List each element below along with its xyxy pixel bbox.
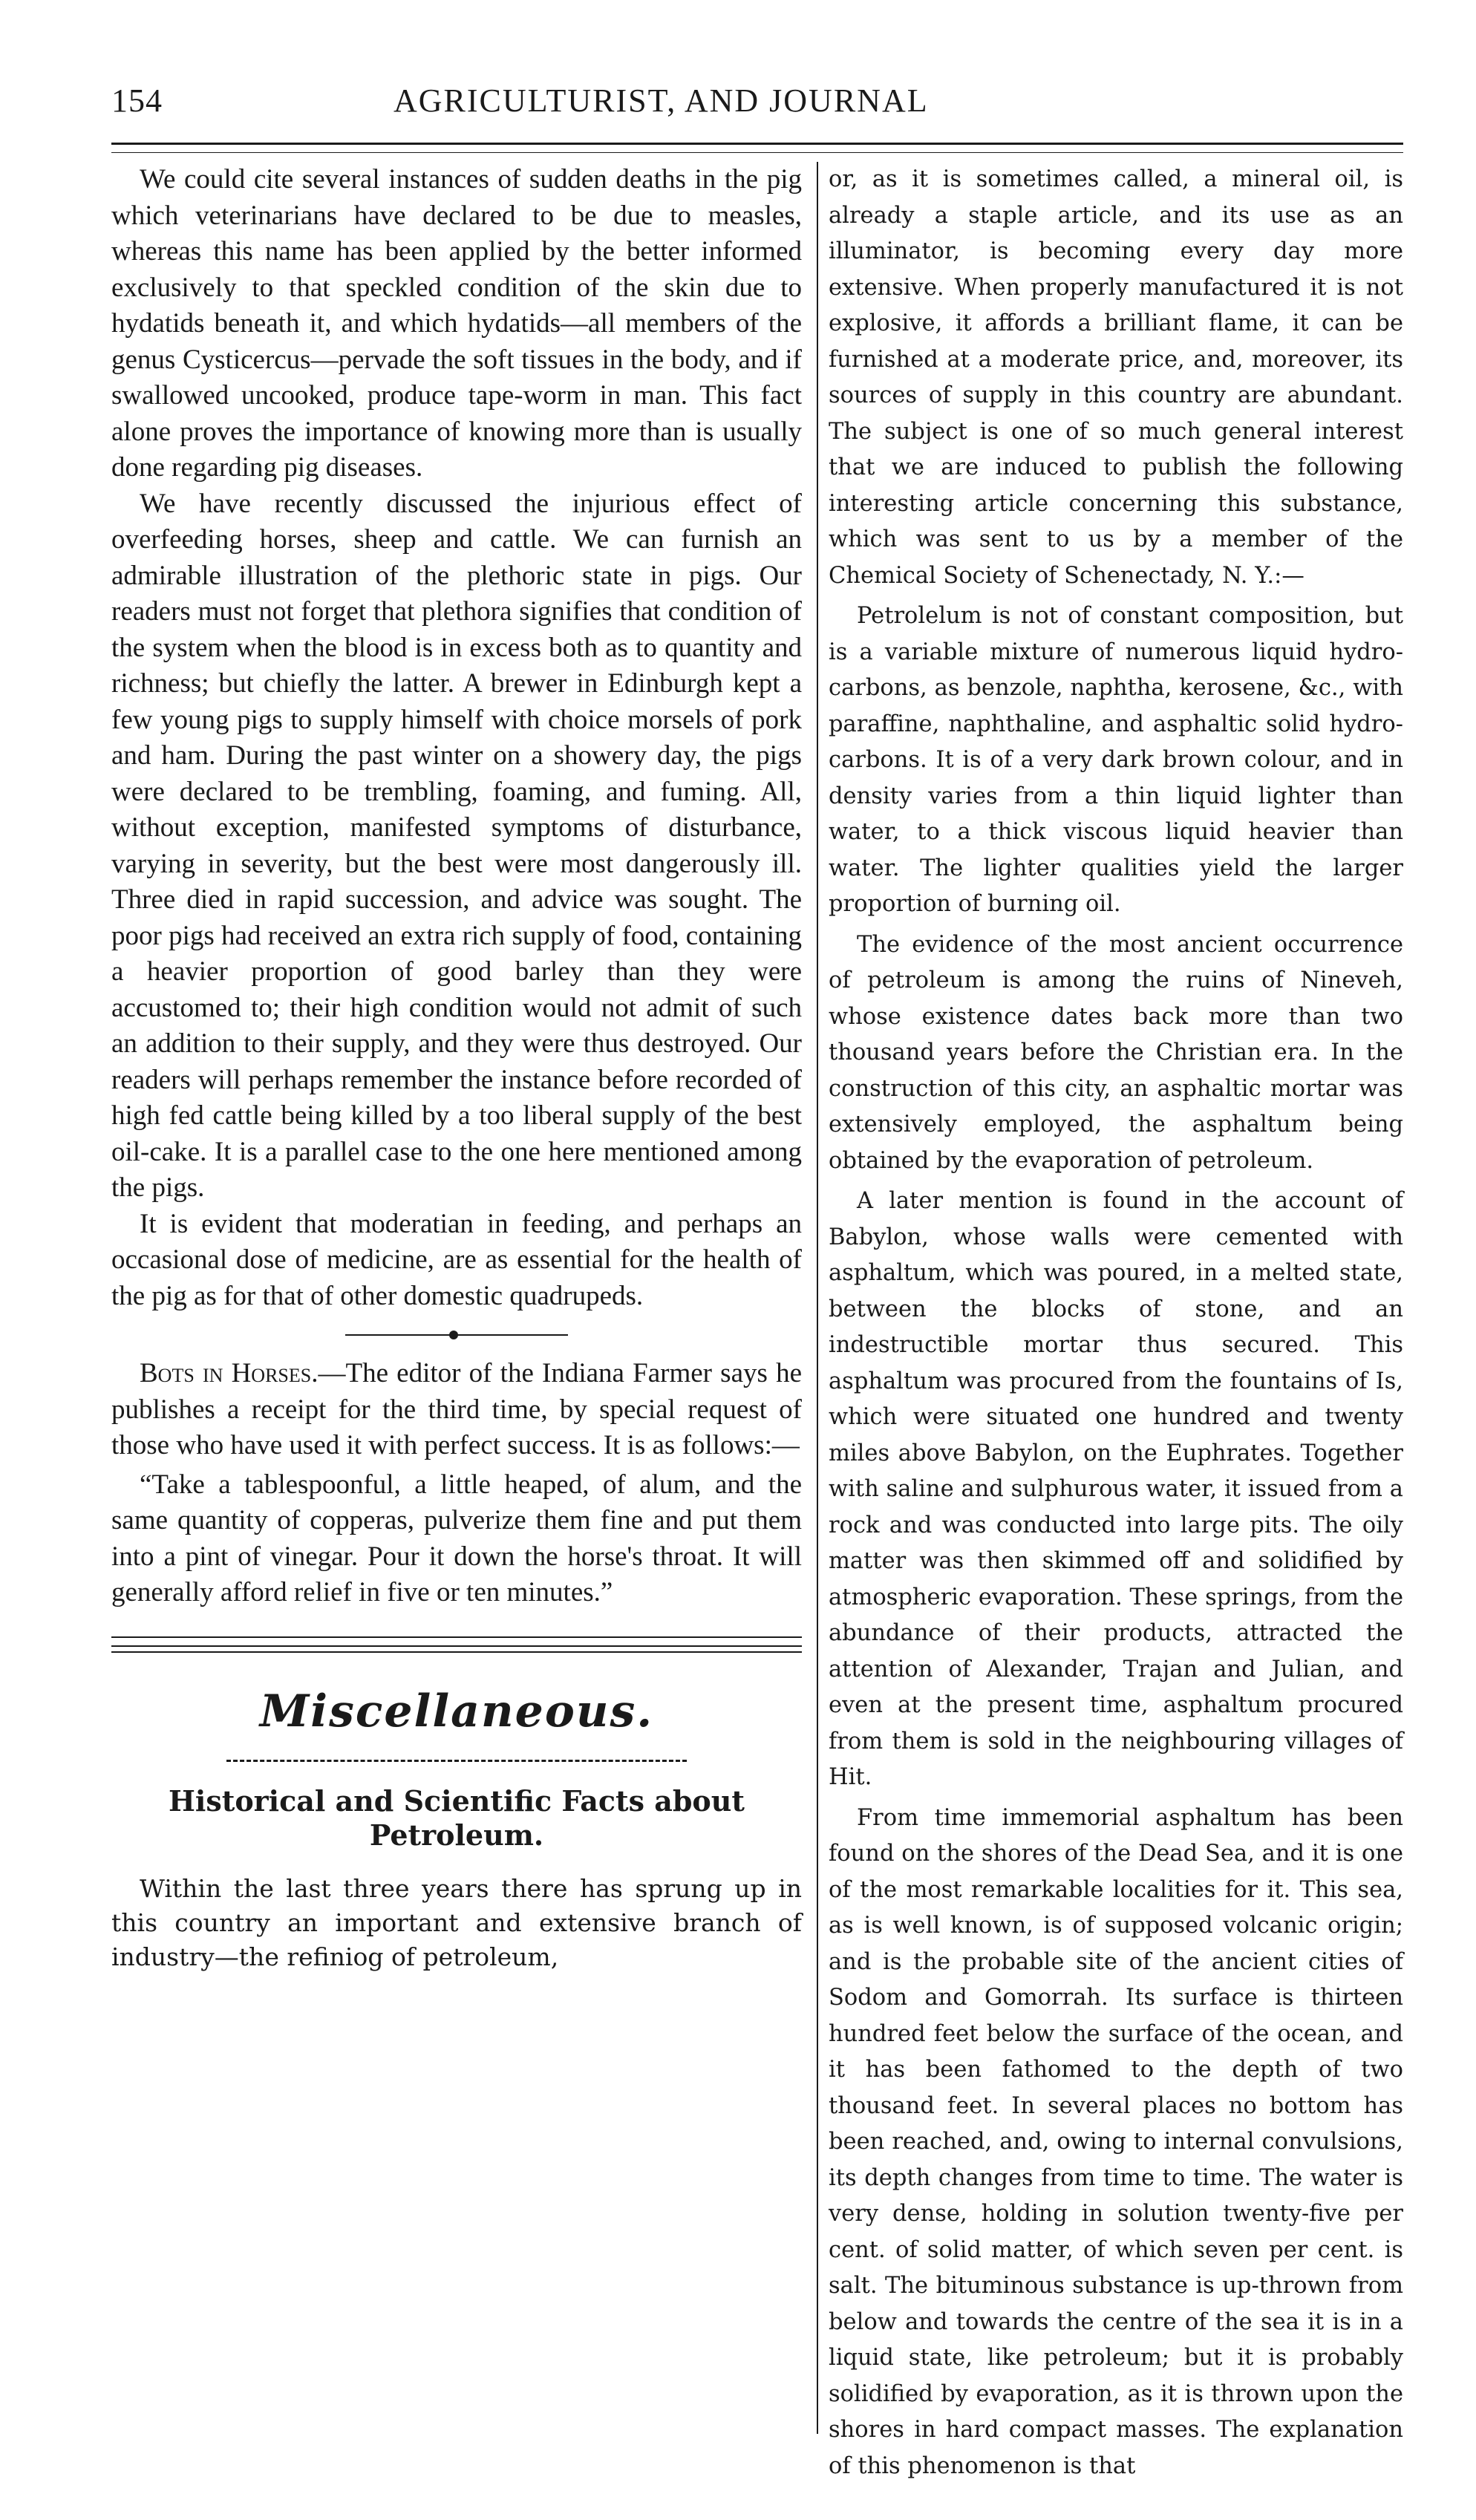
paragraph-composition: Petrolelum is not of constant composition, but is a variable mixture of numerous liquid hydro-carbons, as benzole, naphtha, kerosene, &c., with paraffine, naphthaline, and asphaltic solid hydro-carbons. It is of a very dark brown colour, and in density varies from a thin liquid lighter than water, to a thick viscous liquid heavier than water. The lighter qualities yield the larger proportion of burning oil. [829, 603, 1403, 917]
paragraph-bots [111, 1356, 802, 1464]
page-number: 154 [111, 82, 163, 119]
paragraph-nineveh: The evidence of the most ancient occurrence of petroleum is among the ruins of Nineveh, whose existence dates back more than two thousand years before the Christian era. In the construction of this city, an asphaltic mortar was extensively employed, the asphaltum being obtained by the evaporation of petroleum. [829, 931, 1403, 1174]
left-column [111, 162, 802, 2434]
paragraph-mineral-oil: or, as it is sometimes called, a mineral oil, is already a staple article, and its use as an illuminator, is becoming every day more extensive. When properly manufactured it is not explosive, it affords a brilliant flame, it can be furnished at a moderate price, and, moreover, its sources of supply in this country are abundant. The subject is one of so much general interest that we are induced to publish the following interesting article concerning this substance, which was sent to us by a member of the Chemical Society of Schenectady, N. Y.:— [829, 166, 1403, 589]
section-title: Miscellaneous. [259, 1685, 654, 1737]
article-title: Historical and Scientific Facts about Petroleum. [169, 1783, 745, 1852]
ornament-divider [345, 1331, 568, 1339]
section-end-rule [111, 1636, 802, 1647]
bots-heading: Bots in Horses. [140, 1358, 319, 1388]
paragraph-petroleum-intro: Within the last three years there has sprung up in this country an important and extensive branch of industry—the refiniog of petroleum, [111, 1873, 802, 1971]
paragraph-measles: We could cite several instances of sudden deaths in the pig which veterinarians have declared to be due to measles, whereas this name has been applied by the better informed exclusively to that speckled condition of the skin due to hydatids beneath it, and which hydatids—all members of the genus Cysticercus—pervade the soft tissues in the body, and if swallowed uncooked, produce tape-worm in man. This fact alone proves the importance of knowing more than is usually done regarding pig diseases. [111, 164, 802, 483]
right-column [829, 162, 1403, 2479]
section-end-rule-thin [111, 1651, 802, 1653]
running-title: AGRICULTURIST, AND JOURNAL [394, 82, 929, 119]
newspaper-page [111, 74, 1403, 2479]
paragraph-moderation: It is evident that moderatian in feeding, and perhaps an occasional dose of medicine, are as essential for the health of the pig as for that of other domestic quadrupeds. [111, 1208, 802, 1311]
paragraph-bots-quote: “Take a tablespoonful, a little heaped, of alum, and the same quantity of copperas, pulverize them fine and put them into a pint of vinegar. Pour it down the horse's throat. It will generally afford relief in five or ten minutes.” [111, 1469, 802, 1607]
header-rule [111, 143, 1403, 153]
paragraph-plethoric: We have recently discussed the injurious effect of overfeeding horses, sheep and cattle. We can furnish an admirable illustration of the plethoric state in pigs. Our readers must not forget that plethora signifies that condition of the system when the blood is in excess both as to quantity and richness; but chiefly the latter. A brewer in Edinburgh kept a few young pigs to supply himself with choice morsels of pork and ham. During the past winter on a showery day, the pigs were declared to be trembling, foaming, and fuming. All, without exception, manifested symptoms of disturbance, varying in severity, but the best were most dangerously ill. Three died in rapid succession, and advice was sought. The poor pigs had received an extra rich supply of food, containing a heavier proportion of good barley than they were accustomed to; their high condition would not admit of such an addition to their supply, and they were thus destroyed. Our readers will perhaps remember the instance before recorded of high fed cattle being killed by a too liberal supply of the best oil-cake. It is a parallel case to the one here mentioned among the pigs. [111, 488, 802, 1203]
paragraph-babylon: A later mention is found in the account of Babylon, whose walls were cemented with asphaltum, which was poured, in a melted state, between the blocks of stone, and an indestructible mortar thus secured. This asphaltum was procured from the fountains of Is, which were situated one hundred and twenty miles above Babylon, on the Euphrates. Together with saline and sulphurous water, it issued from a rock and was conducted into large pits. The oily matter was then skimmed off and solidified by atmospheric evaporation. These springs, from the abundance of their products, attracted the attention of Alexander, Trajan and Julian, and even at the present time, asphaltum procured from them is sold in the neighbouring villages of Hit. [829, 1188, 1403, 1790]
paragraph-dead-sea: From time immemorial asphaltum has been found on the shores of the Dead Sea, and it is one of the most remarkable localities for it. This sea, as is well known, is of supposed volcanic origin; and is the probable site of the ancient cities of Sodom and Gomorrah. Its surface is thirteen hundred feet below the surface of the ocean, and it has been fathomed to the depth of two thousand feet. In several places no bottom has been reached, and, owing to internal convulsions, its depth changes from time to time. The water is very dense, holding in solution twenty-five per cent. of solid matter, of which seven per cent. is salt. The bituminous substance is up-thrown from below and towards the centre of the sea it is in a liquid state, like petroleum; but it is probably solidified by evaporation, as it is thrown upon the shores in hard compact masses. The explanation of this phenomenon is that [829, 1804, 1403, 2479]
columns [111, 162, 1403, 2479]
page-header [111, 74, 1403, 134]
column-divider [817, 162, 818, 2434]
ornament-dot [449, 1331, 458, 1339]
dashed-divider [226, 1760, 687, 1762]
bots-text: —The editor of the Indiana Farmer says he publishes a receipt for the third time, by special request of those who have used it with perfect success. It is as follows:— [111, 1358, 802, 1460]
